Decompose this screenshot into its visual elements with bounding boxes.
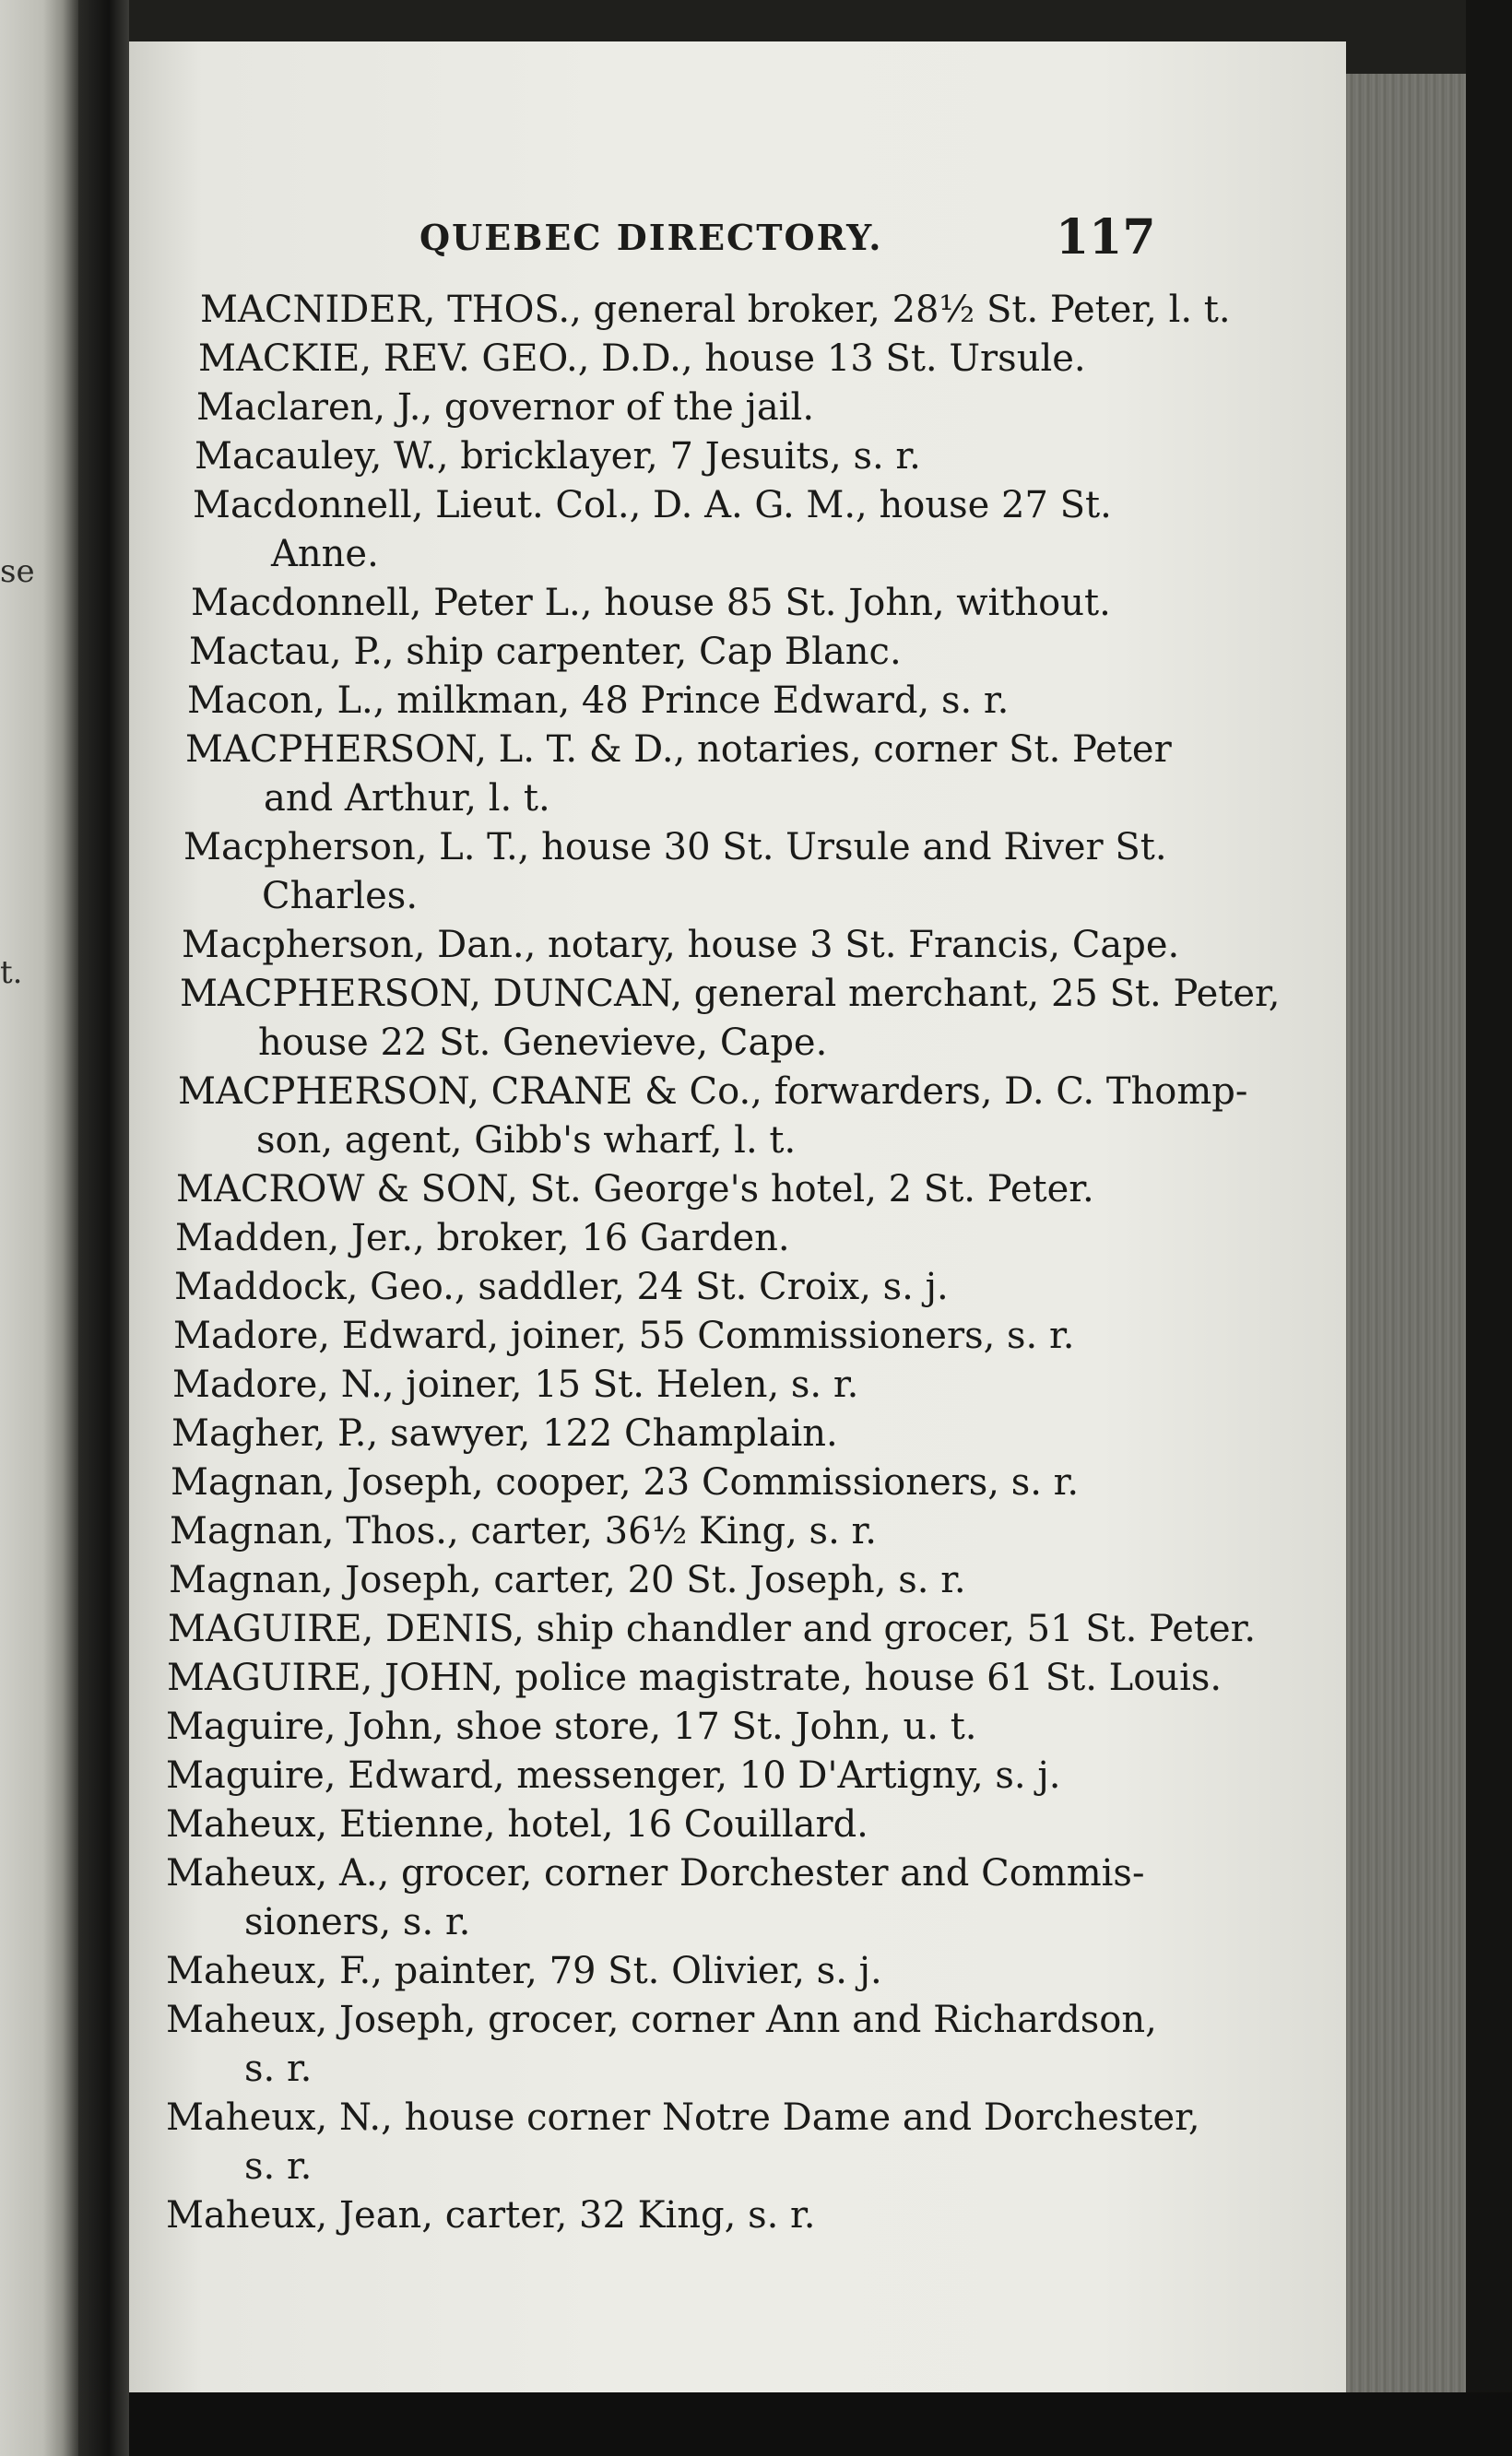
directory-entry: [166, 1996, 1346, 2094]
entry-line: Maheux, F., painter, 79 St. Olivier, s. j.: [166, 1950, 882, 1992]
entry-line: MAGUIRE, JOHN, police magistrate, house 61 St. Louis.: [167, 1657, 1223, 1699]
entry-line: MACPHERSON, L. T. & D., notaries, corner St. Peter: [185, 728, 1172, 771]
entry-line: Macauley, W., bricklayer, 7 Jesuits, s. r.: [195, 435, 921, 478]
entry-line: Macpherson, L. T., house 30 St. Ursule and River St.: [183, 826, 1167, 868]
directory-entry: [170, 1507, 1346, 1556]
directory-entry: [193, 481, 1346, 579]
background-shadow: [1466, 0, 1512, 2456]
left-page-fragment: se: [0, 553, 35, 590]
entry-continuation-line: and Arthur, l. t.: [264, 777, 550, 820]
directory-entry: [166, 2094, 1346, 2191]
directory-entry: [173, 1312, 1346, 1361]
directory-entry: [166, 1703, 1346, 1752]
entry-line: Macon, L., milkman, 48 Prince Edward, s. r.: [187, 679, 1010, 722]
running-header: [129, 198, 1346, 272]
directory-entry: [185, 726, 1346, 823]
entry-line: Maheux, Jean, carter, 32 King, s. r.: [166, 2194, 816, 2237]
entry-line: Madore, N., joiner, 15 St. Helen, s. r.: [172, 1364, 859, 1406]
directory-entries: [129, 286, 1346, 2240]
entry-line: Mactau, P., ship carpenter, Cap Blanc.: [189, 631, 902, 673]
entry-line: Maddock, Geo., saddler, 24 St. Croix, s. j.: [174, 1266, 949, 1308]
entry-line: Maheux, A., grocer, corner Dorchester and Commis-: [166, 1852, 1145, 1895]
directory-entry: [166, 1849, 1346, 1947]
directory-entry: [180, 970, 1346, 1068]
entry-continuation-line: Charles.: [262, 875, 419, 917]
entry-line: Madden, Jer., broker, 16 Garden.: [175, 1217, 790, 1259]
entry-line: Macdonnell, Peter L., house 85 St. John, without.: [191, 582, 1111, 624]
entry-line: Magnan, Thos., carter, 36½ King, s. r.: [170, 1510, 877, 1553]
directory-entry: [172, 1361, 1346, 1410]
directory-entry: [182, 921, 1346, 970]
directory-entry: [178, 1068, 1346, 1165]
directory-entry: [187, 677, 1346, 726]
entry-line: MAGUIRE, DENIS, ship chandler and grocer, 51 St. Peter.: [168, 1608, 1257, 1650]
entry-line: Magnan, Joseph, carter, 20 St. Joseph, s. r.: [169, 1559, 966, 1601]
page-number: 117: [1056, 209, 1156, 266]
entry-line: Magnan, Joseph, cooper, 23 Commissioners, s. r.: [171, 1461, 1080, 1504]
entry-line: Maclaren, J., governor of the jail.: [196, 386, 815, 429]
entry-continuation-line: son, agent, Gibb's wharf, l. t.: [256, 1119, 797, 1162]
directory-entry: [166, 1752, 1346, 1801]
directory-entry: [200, 286, 1346, 335]
entry-line: Maguire, John, shoe store, 17 St. John, u. t.: [166, 1706, 977, 1748]
entry-line: MACPHERSON, DUNCAN, general merchant, 25 St. Peter,: [180, 973, 1281, 1015]
directory-entry: [168, 1605, 1346, 1654]
directory-entry: [166, 1947, 1346, 1996]
left-page-fragment: t.: [0, 954, 23, 991]
page-block-edge: [1346, 74, 1466, 2397]
entry-line: Macdonnell, Lieut. Col., D. A. G. M., house 27 St.: [193, 484, 1112, 526]
directory-entry: [189, 628, 1346, 677]
book-binding: [78, 0, 129, 2456]
entry-continuation-line: s. r.: [244, 2048, 313, 2090]
entry-continuation-line: house 22 St. Genevieve, Cape.: [258, 1021, 828, 1064]
entry-line: Maheux, Joseph, grocer, corner Ann and Richardson,: [166, 1999, 1157, 2041]
entry-line: MACPHERSON, CRANE & Co., forwarders, D. C. Thomp-: [178, 1070, 1248, 1113]
directory-entry: [175, 1214, 1346, 1263]
directory-entry: [171, 1458, 1346, 1507]
directory-entry: [196, 384, 1346, 432]
entry-continuation-line: Anne.: [271, 533, 379, 575]
directory-entry: [191, 579, 1346, 628]
entry-line: Madore, Edward, joiner, 55 Commissioners, s. r.: [173, 1315, 1075, 1357]
background-shadow: [129, 2392, 1512, 2456]
entry-line: Maguire, Edward, messenger, 10 D'Artigny, s. j.: [166, 1754, 1061, 1797]
directory-entry: [176, 1165, 1346, 1214]
directory-entry: [167, 1654, 1346, 1703]
page-title: QUEBEC DIRECTORY.: [419, 217, 883, 258]
directory-entry: [174, 1263, 1346, 1312]
directory-entry: [169, 1556, 1346, 1605]
entry-line: MACNIDER, THOS., general broker, 28½ St. Peter, l. t.: [200, 289, 1231, 331]
entry-line: Maheux, N., house corner Notre Dame and Dorchester,: [166, 2096, 1200, 2139]
directory-entry: [198, 335, 1346, 384]
directory-entry: [195, 432, 1346, 481]
entry-continuation-line: sioners, s. r.: [244, 1901, 471, 1943]
entry-line: Macpherson, Dan., notary, house 3 St. Francis, Cape.: [182, 924, 1180, 966]
directory-entry: [183, 823, 1346, 921]
directory-entry: [171, 1410, 1346, 1458]
entry-line: MACROW & SON, St. George's hotel, 2 St. Peter.: [176, 1168, 1094, 1210]
entry-line: MACKIE, REV. GEO., D.D., house 13 St. Ursule.: [198, 337, 1086, 380]
entry-continuation-line: s. r.: [244, 2145, 313, 2188]
left-page-edge: [0, 0, 78, 2456]
entry-line: Maheux, Etienne, hotel, 16 Couillard.: [166, 1803, 868, 1846]
directory-entry: [166, 2191, 1346, 2240]
directory-entry: [166, 1801, 1346, 1849]
directory-page: [129, 41, 1346, 2392]
entry-line: Magher, P., sawyer, 122 Champlain.: [171, 1412, 838, 1455]
